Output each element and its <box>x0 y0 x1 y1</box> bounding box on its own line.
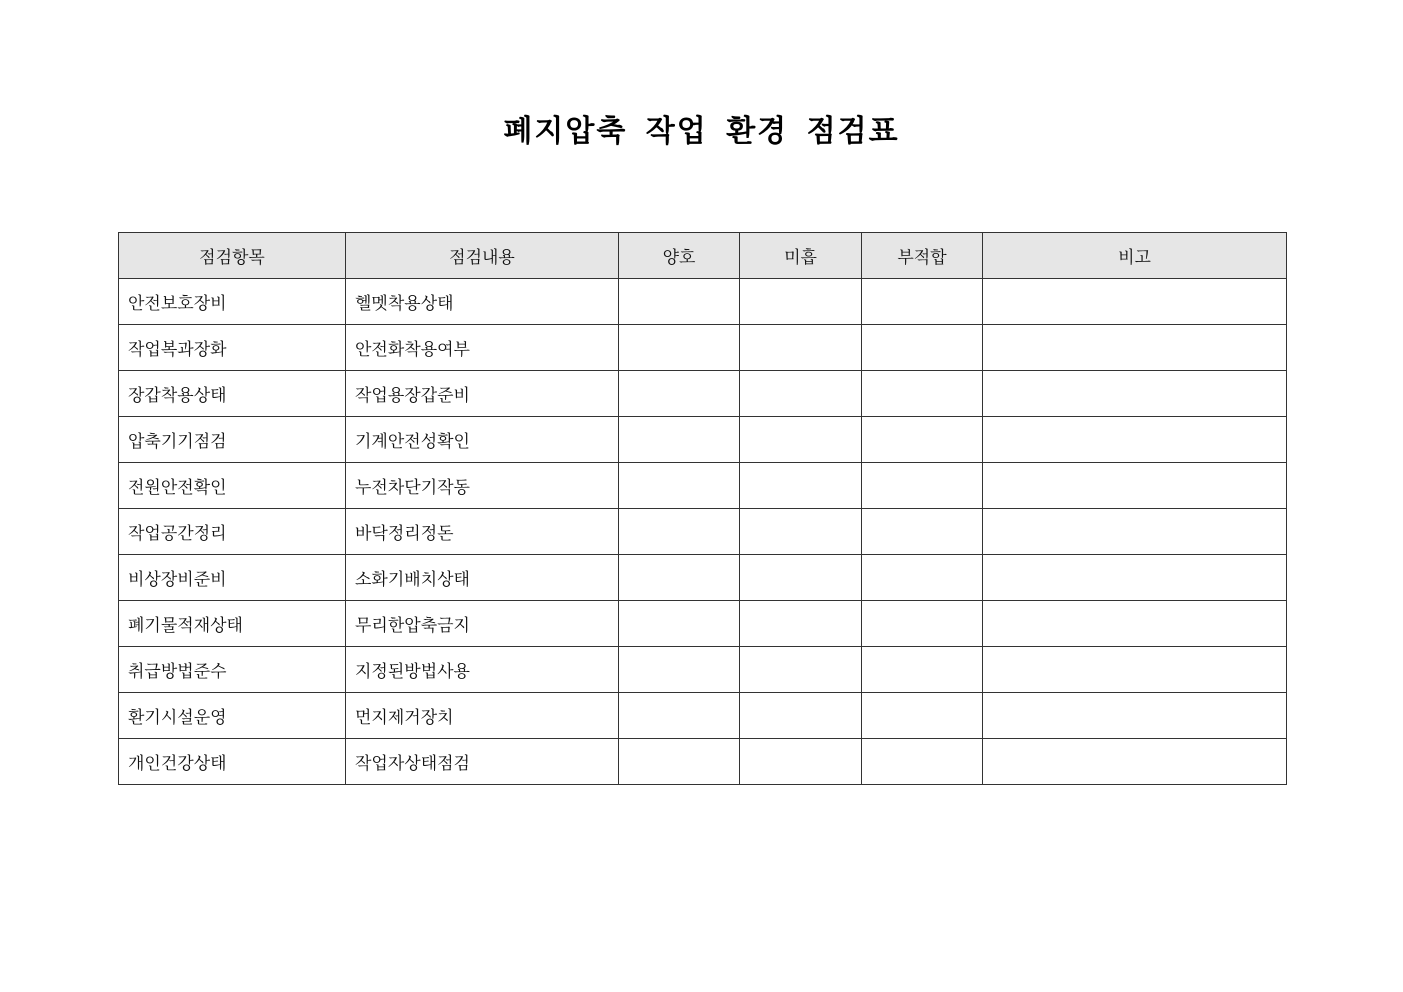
unsuitable-check-cell[interactable] <box>862 693 983 739</box>
remarks-cell[interactable] <box>983 325 1287 371</box>
header-inspection-content: 점검내용 <box>346 233 619 279</box>
good-check-cell[interactable] <box>619 463 740 509</box>
inspection-content-cell: 작업자상태점검 <box>346 739 619 785</box>
table-row <box>119 279 1287 325</box>
table-row <box>119 509 1287 555</box>
good-check-cell[interactable] <box>619 509 740 555</box>
table-row <box>119 417 1287 463</box>
inspection-content-cell: 먼지제거장치 <box>346 693 619 739</box>
page-title: 폐지압축 작업 환경 점검표 <box>503 114 900 149</box>
remarks-cell[interactable] <box>983 509 1287 555</box>
unsuitable-check-cell[interactable] <box>862 739 983 785</box>
unsuitable-check-cell[interactable] <box>862 417 983 463</box>
inspection-item-cell: 압축기기점검 <box>119 417 346 463</box>
inspection-content-cell: 기계안전성확인 <box>346 417 619 463</box>
unsuitable-check-cell[interactable] <box>862 509 983 555</box>
inspection-item-cell: 작업복과장화 <box>119 325 346 371</box>
header-insufficient: 미흡 <box>740 233 862 279</box>
inspection-item-cell: 환기시설운영 <box>119 693 346 739</box>
insufficient-check-cell[interactable] <box>740 601 862 647</box>
remarks-cell[interactable] <box>983 693 1287 739</box>
remarks-cell[interactable] <box>983 555 1287 601</box>
table-row <box>119 647 1287 693</box>
table-row <box>119 693 1287 739</box>
inspection-content-cell: 헬멧착용상태 <box>346 279 619 325</box>
insufficient-check-cell[interactable] <box>740 417 862 463</box>
insufficient-check-cell[interactable] <box>740 555 862 601</box>
good-check-cell[interactable] <box>619 601 740 647</box>
inspection-item-cell: 개인건강상태 <box>119 739 346 785</box>
insufficient-check-cell[interactable] <box>740 371 862 417</box>
header-inspection-item: 점검항목 <box>119 233 346 279</box>
inspection-item-cell: 장갑착용상태 <box>119 371 346 417</box>
unsuitable-check-cell[interactable] <box>862 279 983 325</box>
good-check-cell[interactable] <box>619 555 740 601</box>
good-check-cell[interactable] <box>619 279 740 325</box>
inspection-content-cell: 누전차단기작동 <box>346 463 619 509</box>
unsuitable-check-cell[interactable] <box>862 555 983 601</box>
insufficient-check-cell[interactable] <box>740 279 862 325</box>
inspection-item-cell: 취급방법준수 <box>119 647 346 693</box>
table-row <box>119 325 1287 371</box>
header-remarks: 비고 <box>983 233 1287 279</box>
remarks-cell[interactable] <box>983 601 1287 647</box>
unsuitable-check-cell[interactable] <box>862 371 983 417</box>
table-row <box>119 371 1287 417</box>
unsuitable-check-cell[interactable] <box>862 647 983 693</box>
inspection-content-cell: 작업용장갑준비 <box>346 371 619 417</box>
unsuitable-check-cell[interactable] <box>862 325 983 371</box>
header-row <box>119 233 1287 279</box>
remarks-cell[interactable] <box>983 371 1287 417</box>
good-check-cell[interactable] <box>619 693 740 739</box>
good-check-cell[interactable] <box>619 371 740 417</box>
unsuitable-check-cell[interactable] <box>862 601 983 647</box>
inspection-item-cell: 작업공간정리 <box>119 509 346 555</box>
inspection-content-cell: 무리한압축금지 <box>346 601 619 647</box>
table-row <box>119 601 1287 647</box>
good-check-cell[interactable] <box>619 417 740 463</box>
insufficient-check-cell[interactable] <box>740 739 862 785</box>
remarks-cell[interactable] <box>983 647 1287 693</box>
inspection-content-cell: 지정된방법사용 <box>346 647 619 693</box>
insufficient-check-cell[interactable] <box>740 693 862 739</box>
unsuitable-check-cell[interactable] <box>862 463 983 509</box>
inspection-item-cell: 비상장비준비 <box>119 555 346 601</box>
table-row <box>119 463 1287 509</box>
inspection-content-cell: 바닥정리정돈 <box>346 509 619 555</box>
good-check-cell[interactable] <box>619 647 740 693</box>
header-good: 양호 <box>619 233 740 279</box>
inspection-item-cell: 폐기물적재상태 <box>119 601 346 647</box>
good-check-cell[interactable] <box>619 325 740 371</box>
inspection-content-cell: 안전화착용여부 <box>346 325 619 371</box>
remarks-cell[interactable] <box>983 463 1287 509</box>
good-check-cell[interactable] <box>619 739 740 785</box>
inspection-item-cell: 전원안전확인 <box>119 463 346 509</box>
header-unsuitable: 부적합 <box>862 233 983 279</box>
inspection-content-cell: 소화기배치상태 <box>346 555 619 601</box>
inspection-table <box>118 232 1287 785</box>
insufficient-check-cell[interactable] <box>740 647 862 693</box>
table-row <box>119 739 1287 785</box>
remarks-cell[interactable] <box>983 739 1287 785</box>
table-row <box>119 555 1287 601</box>
remarks-cell[interactable] <box>983 417 1287 463</box>
insufficient-check-cell[interactable] <box>740 509 862 555</box>
remarks-cell[interactable] <box>983 279 1287 325</box>
insufficient-check-cell[interactable] <box>740 463 862 509</box>
inspection-item-cell: 안전보호장비 <box>119 279 346 325</box>
insufficient-check-cell[interactable] <box>740 325 862 371</box>
